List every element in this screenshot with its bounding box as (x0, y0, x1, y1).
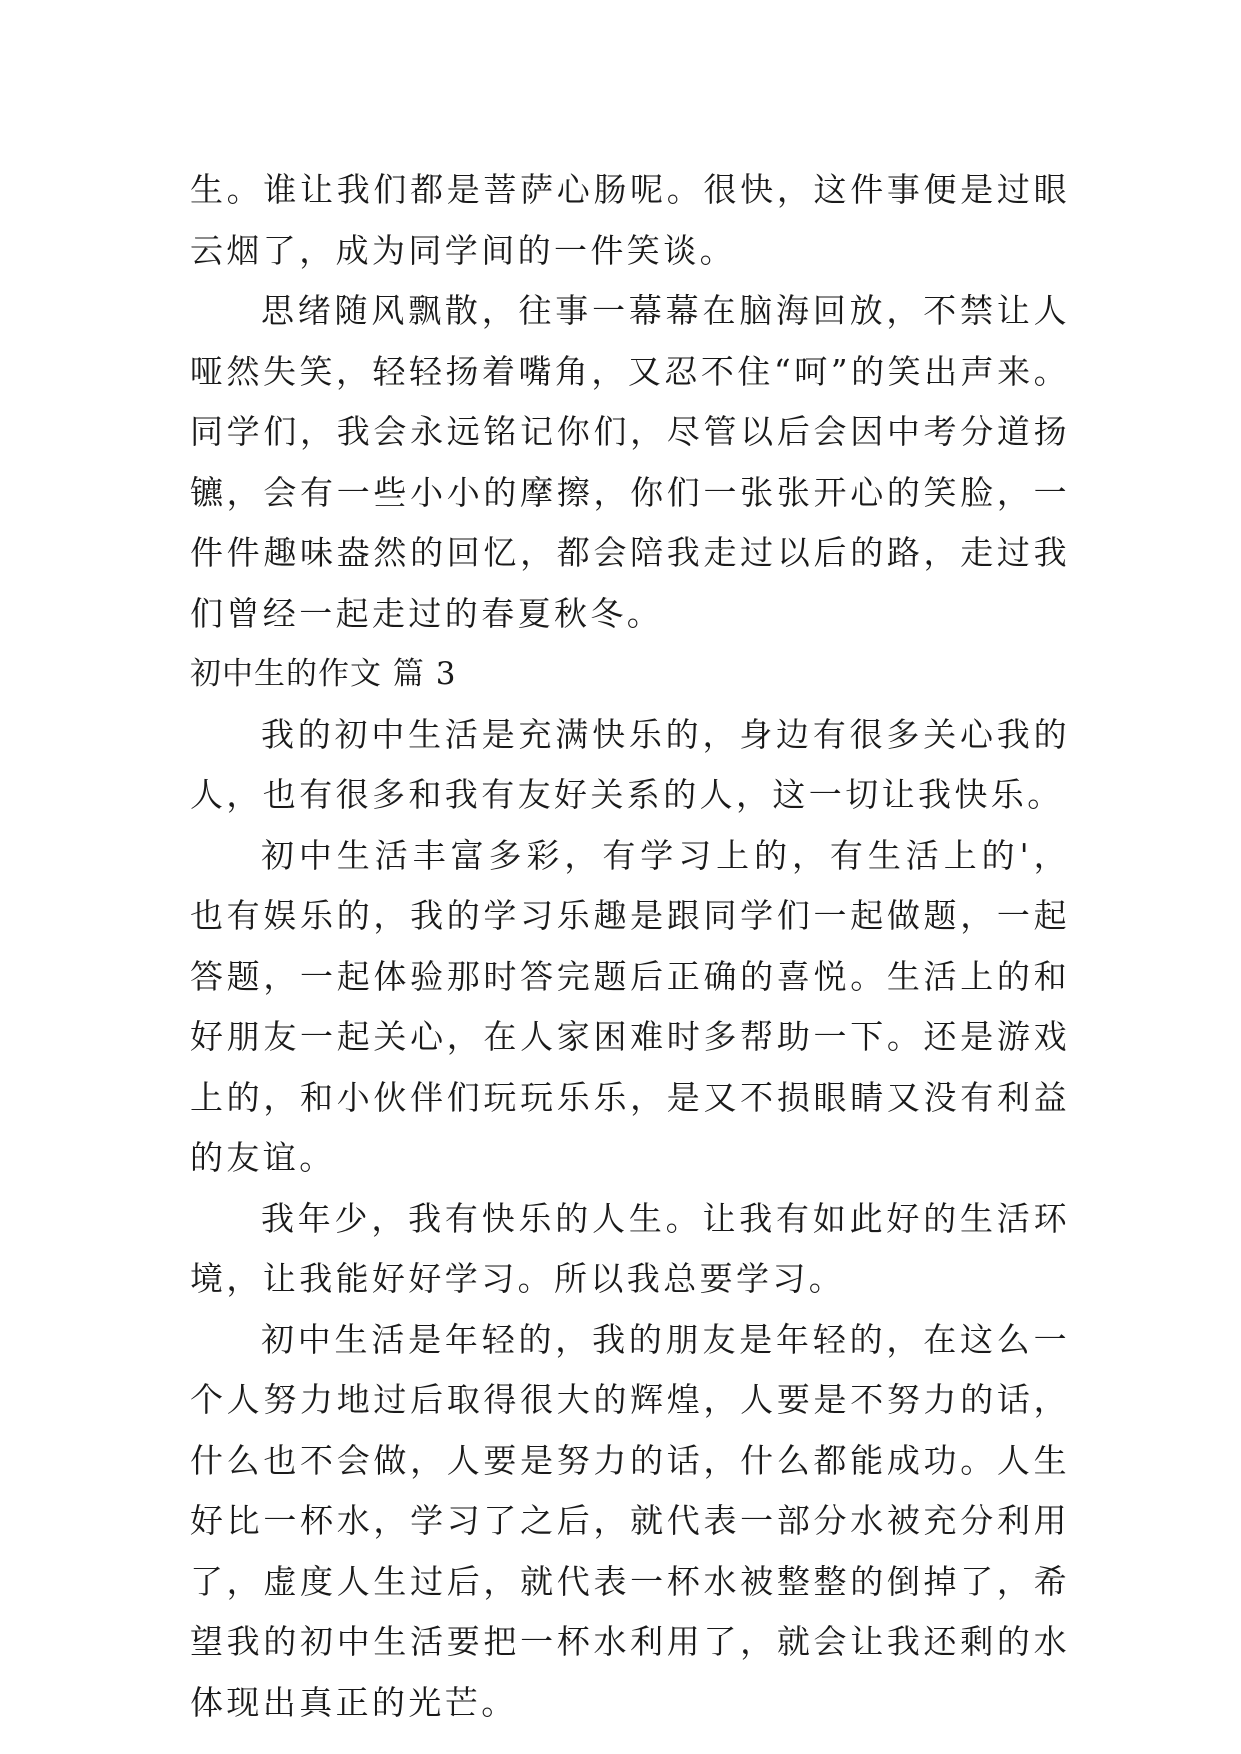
paragraph-continuation: 生。谁让我们都是菩萨心肠呢。很快，这件事便是过眼云烟了，成为同学间的一件笑谈。 (190, 170, 1070, 270)
paragraph: 初中生活丰富多彩，有学习上的，有生活上的'，也有娱乐的，我的学习乐趣是跟同学们一起做题，一起答题，一起体验那时答完题后正确的喜悦。生活上的和好朋友一起关心，在人家困难时多帮助一下。还是游戏上的，和小伙伴们玩玩乐乐，是又不损眼睛又没有利益的友谊。 (190, 835, 1070, 1177)
paragraph: 我的初中生活是充满快乐的，身边有很多关心我的人，也有很多和我有友好关系的人，这一切让我快乐。 (190, 714, 1070, 814)
section-heading: 初中生的作文 篇 3 (190, 656, 457, 692)
paragraph: 初中生活是年轻的，我的朋友是年轻的，在这么一个人努力地过后取得很大的辉煌，人要是不努力的话，什么也不会做，人要是努力的话，什么都能成功。人生好比一杯水，学习了之后，就代表一部分水被充分利用了，虚度人生过后，就代表一杯水被整整的倒掉了，希望我的初中生活要把一杯水利用了，就会让我还剩的水体现出真正的光芒。 (190, 1319, 1070, 1722)
paragraph: 我年少，我有快乐的人生。让我有如此好的生活环境，让我能好好学习。所以我总要学习。 (190, 1198, 1070, 1298)
document-body (190, 160, 1070, 1733)
paragraph: 思绪随风飘散，往事一幕幕在脑海回放，不禁让人哑然失笑，轻轻扬着嘴角，又忍不住“呵”的笑出声来。同学们，我会永远铭记你们，尽管以后会因中考分道扬镳，会有一些小小的摩擦，你们一张张开心的笑脸，一件件趣味盎然的回忆，都会陪我走过以后的路，走过我们曾经一起走过的春夏秋冬。 (190, 291, 1070, 633)
